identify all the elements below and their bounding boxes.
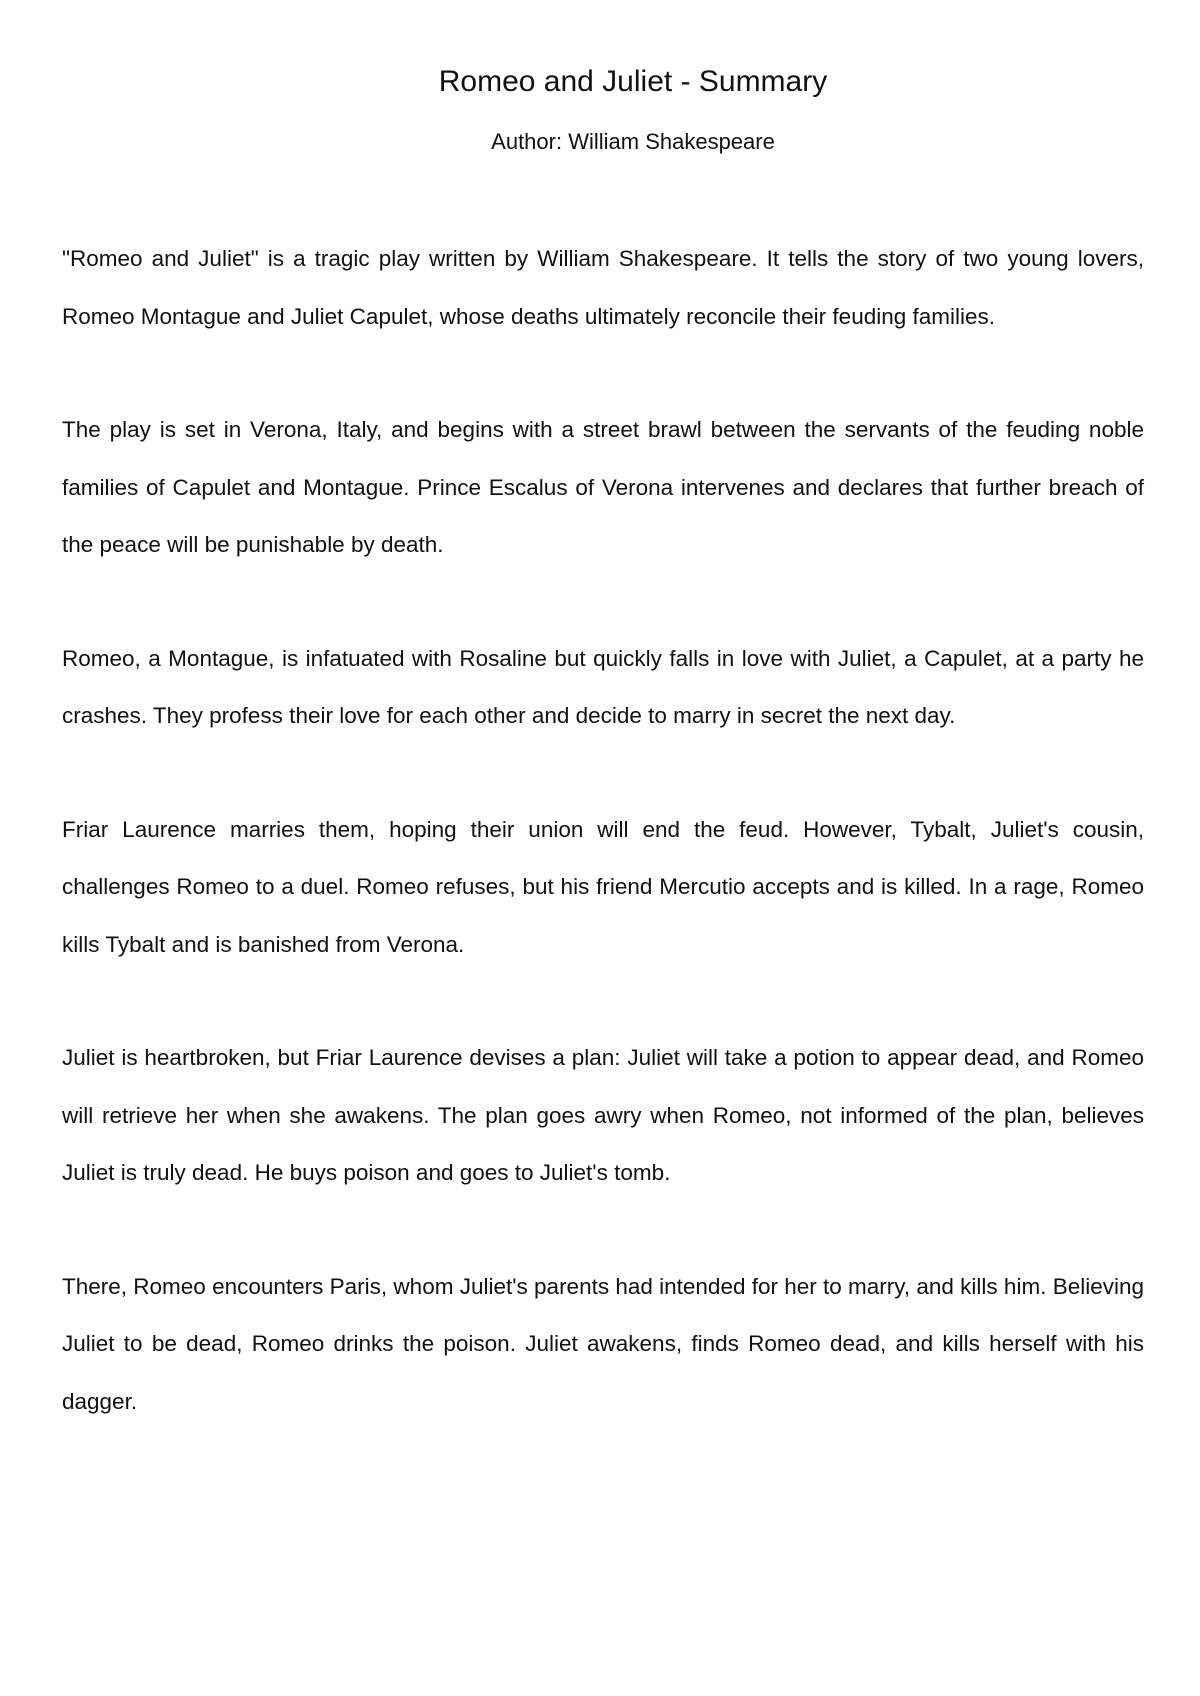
document-title: Romeo and Juliet - Summary [438,65,828,98]
paragraph-marriage-and-banishment: Friar Laurence marries them, hoping their union will end the feud. However, Tybalt, Juliet's cousin, challenges Romeo to a duel. Romeo refuses, but his friend Mercutio accepts and is killed. In a rage, Romeo kills Tybalt and is banished from Verona. [62,816,1144,957]
paragraph-intro: "Romeo and Juliet" is a tragic play written by William Shakespeare. It tells the story of two young lovers, Romeo Montague and Juliet Capulet, whose deaths ultimately reconcile their feuding families. [62,246,1144,329]
paragraph-tragic-ending: There, Romeo encounters Paris, whom Juliet's parents had intended for her to marry, and kills him. Believing Juliet to be dead, Romeo drinks the poison. Juliet awakens, finds Romeo dead, and kills herself with his dagger. [62,1273,1144,1414]
paragraph-friar-plan: Juliet is heartbroken, but Friar Laurence devises a plan: Juliet will take a potion to appear dead, and Romeo will retrieve her when she awakens. The plan goes awry when Romeo, not informed of the plan, believes Juliet is truly dead. He buys poison and goes to Juliet's tomb. [62,1045,1144,1185]
paragraph-setting: The play is set in Verona, Italy, and begins with a street brawl between the servants of the feuding noble families of Capulet and Montague. Prince Escalus of Verona intervenes and declares that further breach of the peace will be punishable by death. [62,417,1144,557]
document-body [62,230,1144,1486]
document-author: Author: William Shakespeare [491,129,775,154]
paragraph-romeo-meets-juliet: Romeo, a Montague, is infatuated with Rosaline but quickly falls in love with Juliet, a Capulet, at a party he crashes. They profess their love for each other and decide to marry in secret the next day. [62,645,1144,728]
